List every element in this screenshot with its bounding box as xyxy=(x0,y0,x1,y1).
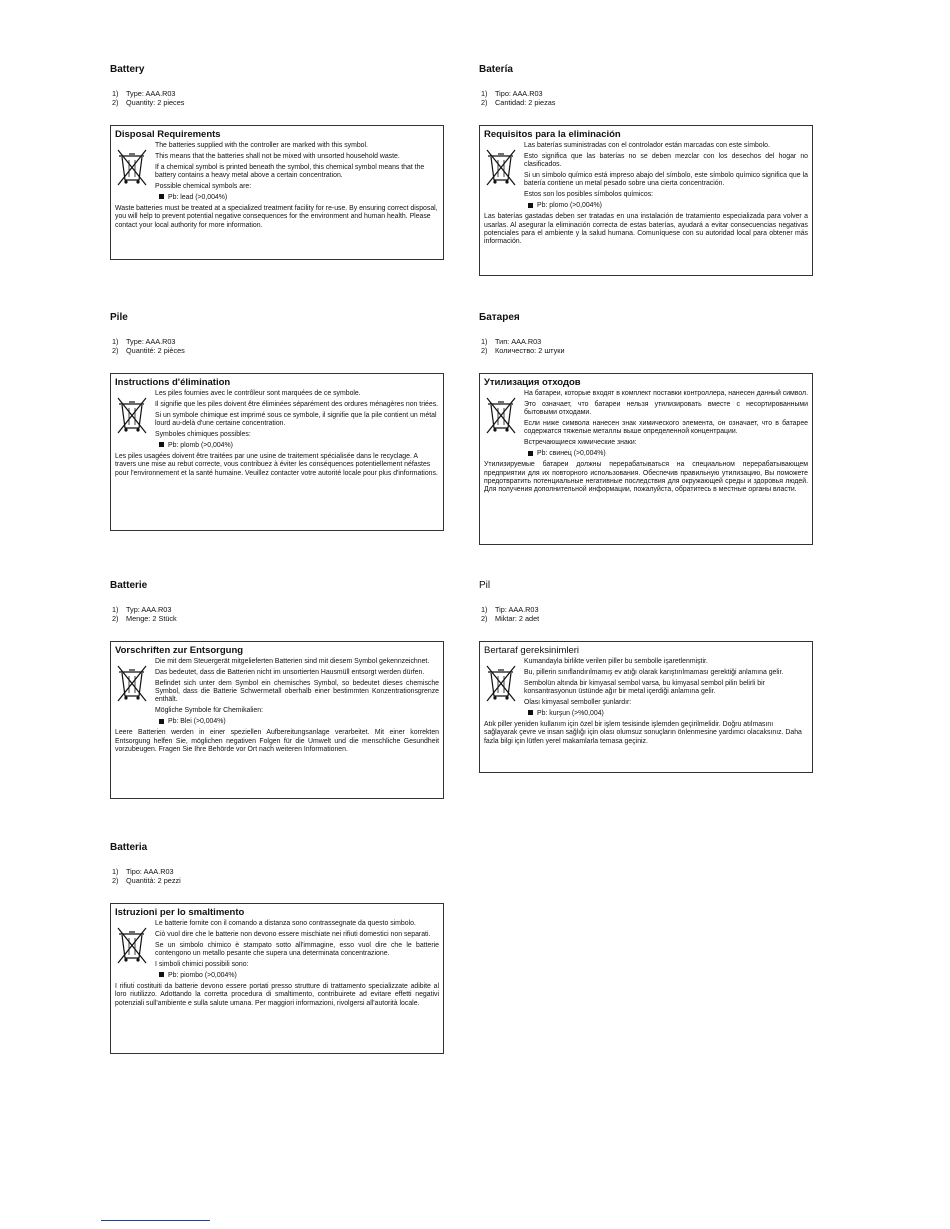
crossed-bin-icon xyxy=(484,142,524,210)
spec-item: 2) Miktar: 2 adet xyxy=(481,613,540,623)
disposal-text: Die mit dem Steuergerät mitgelieferten Batterien sind mit diesem Symbol gekennzeichnet. xyxy=(155,658,430,666)
crossed-bin-icon xyxy=(115,658,155,726)
section-heading: Batterie xyxy=(110,580,148,591)
box-title: Disposal Requirements xyxy=(115,129,221,141)
square-bullet-icon xyxy=(159,442,164,447)
box-title: Bertaraf gereksinimleri xyxy=(484,645,580,657)
disposal-text: Symboles chimiques possibles: xyxy=(155,430,251,438)
disposal-box xyxy=(110,125,444,260)
disposal-text: Estos son los posibles símbolos químicos: xyxy=(524,191,654,199)
disposal-text: Si un symbole chimique est imprimé sous ce symbole, il signifie que la pile contient un métal lourd au-delà d'une certaine concentration. xyxy=(155,411,437,428)
disposal-text: Le batterie fornite con il comando a distanza sono contrassegnate da questo simbolo. xyxy=(155,920,416,928)
disposal-text: Las baterías suministradas con el controlador están marcadas con este símbolo. xyxy=(524,142,770,150)
section-battery-es xyxy=(479,64,813,276)
footer-rule xyxy=(101,1220,210,1221)
footer-text: Les piles usagées doivent être traitées par une usine de traitement spécialisée dans le recyclage. A travers une mise au rebut correcte, vous contribuez à éviter les conséquences potentiellement néfastes pour l'environnement et la santé humaine. Veuillez contacter votre autorité locale pour plus d'informations. xyxy=(115,452,438,477)
square-bullet-icon xyxy=(528,203,533,208)
disposal-box xyxy=(479,125,813,276)
section-heading: Battery xyxy=(110,64,145,75)
spec-item: 2) Quantity: 2 pieces xyxy=(112,97,185,107)
chemical-symbol: Pb: свинец (>0,004%) xyxy=(524,450,808,458)
square-bullet-icon xyxy=(528,710,533,715)
disposal-text: Si un símbolo químico está impreso abajo del símbolo, este símbolo químico significa que la batería contiene un metal pesado sobre una cierta concentración. xyxy=(524,172,808,188)
chemical-symbol: Pb: lead (>0,004%) xyxy=(155,194,439,202)
chemical-symbol: Pb: kurşun (>%0,004) xyxy=(524,710,808,718)
spec-list xyxy=(479,338,813,355)
spec-list xyxy=(479,90,813,107)
spec-item: 2) Quantità: 2 pezzi xyxy=(112,875,181,885)
disposal-text: Befindet sich unter dem Symbol ein chemisches Symbol, so bedeutet dieses chemische Symbol, dass die Batterie Schwermetall oberhalb einer bestimmten Konzentrationsgrenze enthält. xyxy=(155,679,439,704)
spec-item: 1) Typ: AAA.R03 xyxy=(112,605,172,614)
crossed-bin-icon xyxy=(115,142,155,202)
crossed-bin-icon xyxy=(115,390,155,450)
disposal-text: Mögliche Symbole für Chemikalien: xyxy=(155,707,263,715)
crossed-bin-icon xyxy=(484,658,524,718)
box-title: Requisitos para la eliminación xyxy=(484,129,621,141)
disposal-text: This means that the batteries shall not be mixed with unsorted household waste. xyxy=(155,152,400,160)
chemical-symbol: Pb: Blei (>0,004%) xyxy=(155,718,439,726)
disposal-text: Ciò vuol dire che le batterie non devono essere mischiate nei rifiuti domestici non separati. xyxy=(155,930,431,938)
disposal-box xyxy=(479,641,813,773)
section-battery-en xyxy=(110,64,444,260)
disposal-text: Sembolün altında bir kimyasal sembol varsa, bu kimyasal sembol pilin belirli bir konsantrasyonun üstünde ağır bir metal içerdiği anlamına gelir. xyxy=(524,679,765,696)
disposal-text: Das bedeutet, dass die Batterien nicht im unsortierten Hausmüll entsorgt werden dürfen. xyxy=(155,668,425,676)
box-title: Instructions d'élimination xyxy=(115,377,231,389)
section-heading: Pil xyxy=(479,580,491,591)
box-title: Istruzioni per lo smaltimento xyxy=(115,907,245,919)
section-battery-tr xyxy=(479,580,813,773)
section-battery-ru xyxy=(479,312,813,545)
chemical-symbol: Pb: plomo (>0,004%) xyxy=(524,202,808,210)
spec-item: 1) Tipo: AAA.R03 xyxy=(481,89,543,98)
disposal-text: Bu, pillerin sınıflandırılmamış ev atığı olarak karıştırılmaması gerektiği anlamına gelir. xyxy=(524,668,784,676)
crossed-bin-icon xyxy=(115,920,155,980)
footer-text: Leere Batterien werden in einer speziellen Aufbereitungsanlage verarbeitet. Mit einer korrekten Entsorgung helfen Sie, möglichen negativen Folgen für die Umwelt und die menschliche Gesundheit vorzubeugen. Fragen Sie Ihre Behörde vor Ort nach weiteren Informationen. xyxy=(115,729,439,753)
section-battery-it xyxy=(110,842,444,1054)
disposal-text: Il signifie que les piles doivent être éliminées séparément des ordures ménagères non triées. xyxy=(155,400,439,408)
section-battery-de xyxy=(110,580,444,799)
disposal-text: Olası kimyasal semboller şunlardır: xyxy=(524,698,632,706)
spec-item: 1) Tipo: AAA.R03 xyxy=(112,867,174,876)
disposal-text: Possible chemical symbols are: xyxy=(155,182,252,190)
spec-list xyxy=(110,868,444,885)
disposal-box xyxy=(110,903,444,1054)
chemical-symbol: Pb: plomb (>0,004%) xyxy=(155,442,439,450)
disposal-box xyxy=(110,373,444,531)
section-heading: Батарея xyxy=(479,312,520,323)
disposal-text: Kumandayla birlikte verilen piller bu sembolle işaretlenmiştir. xyxy=(524,658,708,666)
square-bullet-icon xyxy=(159,194,164,199)
spec-item: 2) Quantité: 2 pièces xyxy=(112,345,185,355)
disposal-text: Se un simbolo chimico è stampato sotto all'immagine, esso vuol dire che le batterie contengono un metallo pesante che supera una determinata concentrazione. xyxy=(155,941,439,958)
crossed-bin-icon xyxy=(484,390,524,458)
box-title: Vorschriften zur Entsorgung xyxy=(115,645,244,657)
spec-item: 2) Cantidad: 2 piezas xyxy=(481,97,556,107)
disposal-text: Esto significa que las baterías no se deben mezclar con los desechos del hogar no clasificados. xyxy=(524,152,808,169)
spec-item: 2) Menge: 2 Stück xyxy=(112,613,177,623)
disposal-text: Les piles fournies avec le contrôleur sont marquées de ce symbole. xyxy=(155,390,361,398)
disposal-box xyxy=(110,641,444,799)
square-bullet-icon xyxy=(159,719,164,724)
disposal-text: I simboli chimici possibili sono: xyxy=(155,960,249,968)
disposal-text: Это означает, что батареи нельзя утилизировать вместе с несортированными бытовыми отходами. xyxy=(524,400,808,417)
spec-list xyxy=(110,606,444,623)
spec-item: 1) Тип: AAA.R03 xyxy=(481,337,542,346)
spec-list xyxy=(110,90,444,107)
footer-text: I rifiuti costituiti da batterie devono essere portati presso strutture di trattamento specializzate adibite al loro riutilizzo. Adottando la corretta procedura di smaltimento, contribuirete ad evitare effetti negativi potenziali sull'ambiente e sulla salute umana. Per maggiori informazioni, rivolgersi all'autorità locale. xyxy=(115,982,439,1007)
section-heading: Batería xyxy=(479,64,513,75)
disposal-box xyxy=(479,373,813,545)
footer-text: Утилизируемые батареи должны перерабатываться на специальном перерабатывающем предприятии для их повторного использования. Обеспечив правильную утилизацию, Вы поможете предотвратить потенциальные негативные последствия для окружающей среды и здоровья людей. Для получения дополнительной информации, пожалуйста, обратитесь в местные органы власти. xyxy=(484,461,808,494)
section-heading: Pile xyxy=(110,312,128,323)
footer-text: Waste batteries must be treated at a specialized treatment facility for re-use. By ensuring correct disposal, you will help to prevent potential negative consequences for the environment and human health. Please contact your local authority for more information. xyxy=(115,204,438,229)
square-bullet-icon xyxy=(528,451,533,456)
spec-item: 1) Type: AAA.R03 xyxy=(112,89,176,98)
spec-item: 1) Type: AAA.R03 xyxy=(112,337,176,346)
disposal-text: If a chemical symbol is printed beneath the symbol, this chemical symbol means that the battery contains a heavy metal above a certain concentration. xyxy=(155,163,425,180)
square-bullet-icon xyxy=(159,972,164,977)
footer-text: Atık piller yeniden kullanım için özel bir işlem tesisinde işlemden geçirilmelidir. Doğru atılmasını sağlayarak çevre ve insan sağlığı için olası olumsuz sonuçların önlenmesine yardımcı olacaksınız. Daha fazla bilgi için lütfen yerel makamlarla temasa geçiniz. xyxy=(484,720,802,745)
disposal-text: На батареи, которые входят в комплект поставки контроллера, нанесен данный символ. xyxy=(524,390,808,398)
section-heading: Batteria xyxy=(110,842,148,853)
box-title: Утилизация отходов xyxy=(484,377,581,389)
spec-item: 1) Tip: AAA.R03 xyxy=(481,605,539,614)
spec-item: 2) Количество: 2 штуки xyxy=(481,345,565,355)
footer-text: Las baterías gastadas deben ser tratadas en una instalación de tratamiento especializada para volver a usarlas. Al asegurar la eliminación correcta de estas baterías, ayudará a evitar consecuencias negativas potenciales para el ambiente y la salud humana. Comuníquese con su autoridad local para obtener más información. xyxy=(484,213,808,246)
spec-list xyxy=(110,338,444,355)
disposal-text: Встречающиеся химические знаки: xyxy=(524,439,637,447)
disposal-text: Если ниже символа нанесен знак химического элемента, он означает, что в батарее содержатся тяжелые металлы выше определенной концентрации. xyxy=(524,420,808,436)
chemical-symbol: Pb: piombo (>0,004%) xyxy=(155,972,439,980)
spec-list xyxy=(479,606,813,623)
section-battery-fr xyxy=(110,312,444,531)
disposal-text: The batteries supplied with the controller are marked with this symbol. xyxy=(155,142,368,150)
